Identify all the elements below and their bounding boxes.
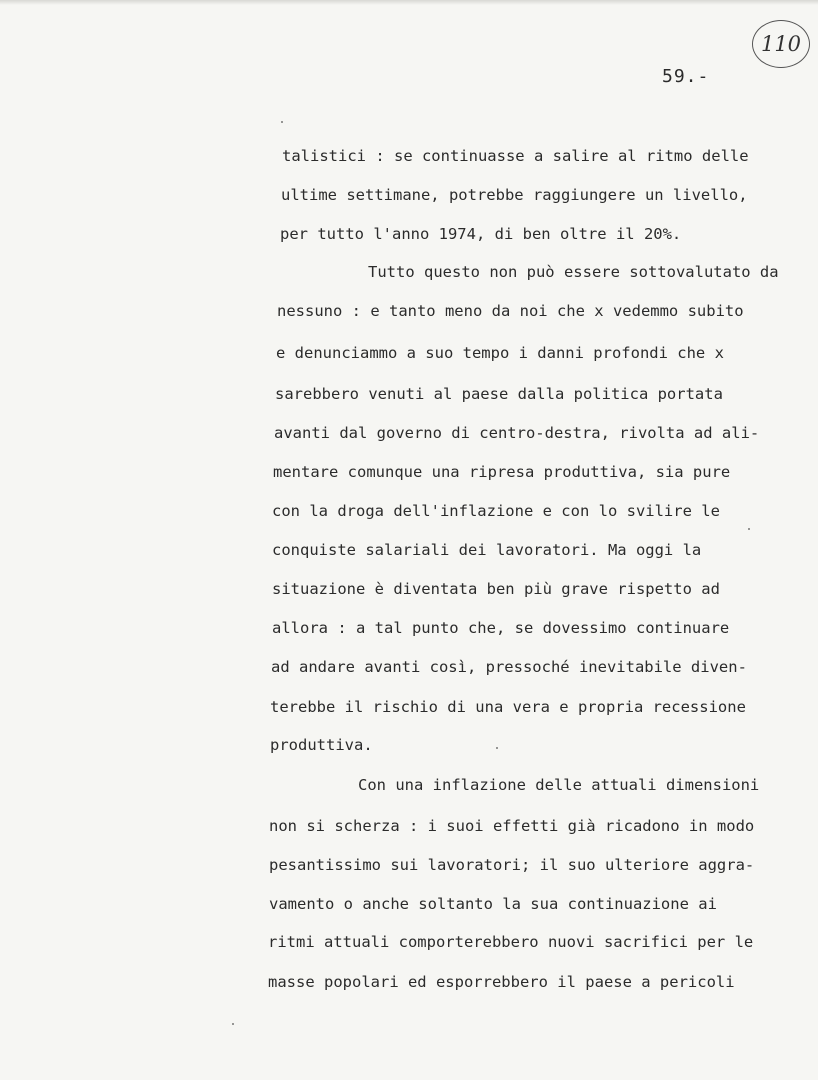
page-number: 59.- (662, 66, 710, 87)
text-line: nessuno : e tanto meno da noi che x vedemmo subito (277, 302, 744, 320)
text-line: ritmi attuali comporterebbero nuovi sacrifici per le (268, 933, 754, 951)
text-line: terebbe il rischio di una vera e propria recessione (270, 698, 746, 716)
page-top-edge (0, 0, 818, 5)
text-line: mentare comunque una ripresa produttiva, sia pure (273, 463, 731, 481)
scan-speck (748, 528, 750, 530)
text-line: vamento o anche soltanto la sua continuazione ai (269, 895, 717, 913)
scan-speck (281, 121, 283, 123)
text-line: con la droga dell'inflazione e con lo svilire le (272, 502, 720, 520)
archive-stamp-number: 110 (760, 32, 802, 56)
text-line: e denunciammo a suo tempo i danni profondi che x (276, 344, 724, 362)
scan-speck (496, 747, 498, 749)
text-line: ad andare avanti così, pressoché inevitabile diven- (271, 658, 747, 676)
text-line: situazione è diventata ben più grave rispetto ad (272, 580, 720, 598)
scan-speck (232, 1023, 234, 1025)
text-line: masse popolari ed esporrebbero il paese a pericoli (268, 973, 735, 991)
text-line: Con una inflazione delle attuali dimensioni (358, 776, 760, 794)
text-line: sarebbero venuti al paese dalla politica portata (275, 385, 723, 403)
archive-stamp (752, 20, 810, 68)
text-line: allora : a tal punto che, se dovessimo continuare (272, 619, 730, 637)
text-line: conquiste salariali dei lavoratori. Ma oggi la (272, 541, 702, 559)
text-line: non si scherza : i suoi effetti già ricadono in modo (269, 817, 755, 835)
text-line: per tutto l'anno 1974, di ben oltre il 20%. (280, 225, 682, 243)
text-line: produttiva. (270, 736, 373, 754)
text-line: pesantissimo sui lavoratori; il suo ulteriore aggra- (269, 856, 755, 874)
text-line: talistici : se continuasse a salire al ritmo delle (282, 147, 749, 165)
text-line: avanti dal governo di centro-destra, rivolta ad ali- (274, 424, 760, 442)
text-line: Tutto questo non può essere sottovalutato da (368, 263, 779, 281)
text-line: ultime settimane, potrebbe raggiungere un livello, (281, 186, 748, 204)
